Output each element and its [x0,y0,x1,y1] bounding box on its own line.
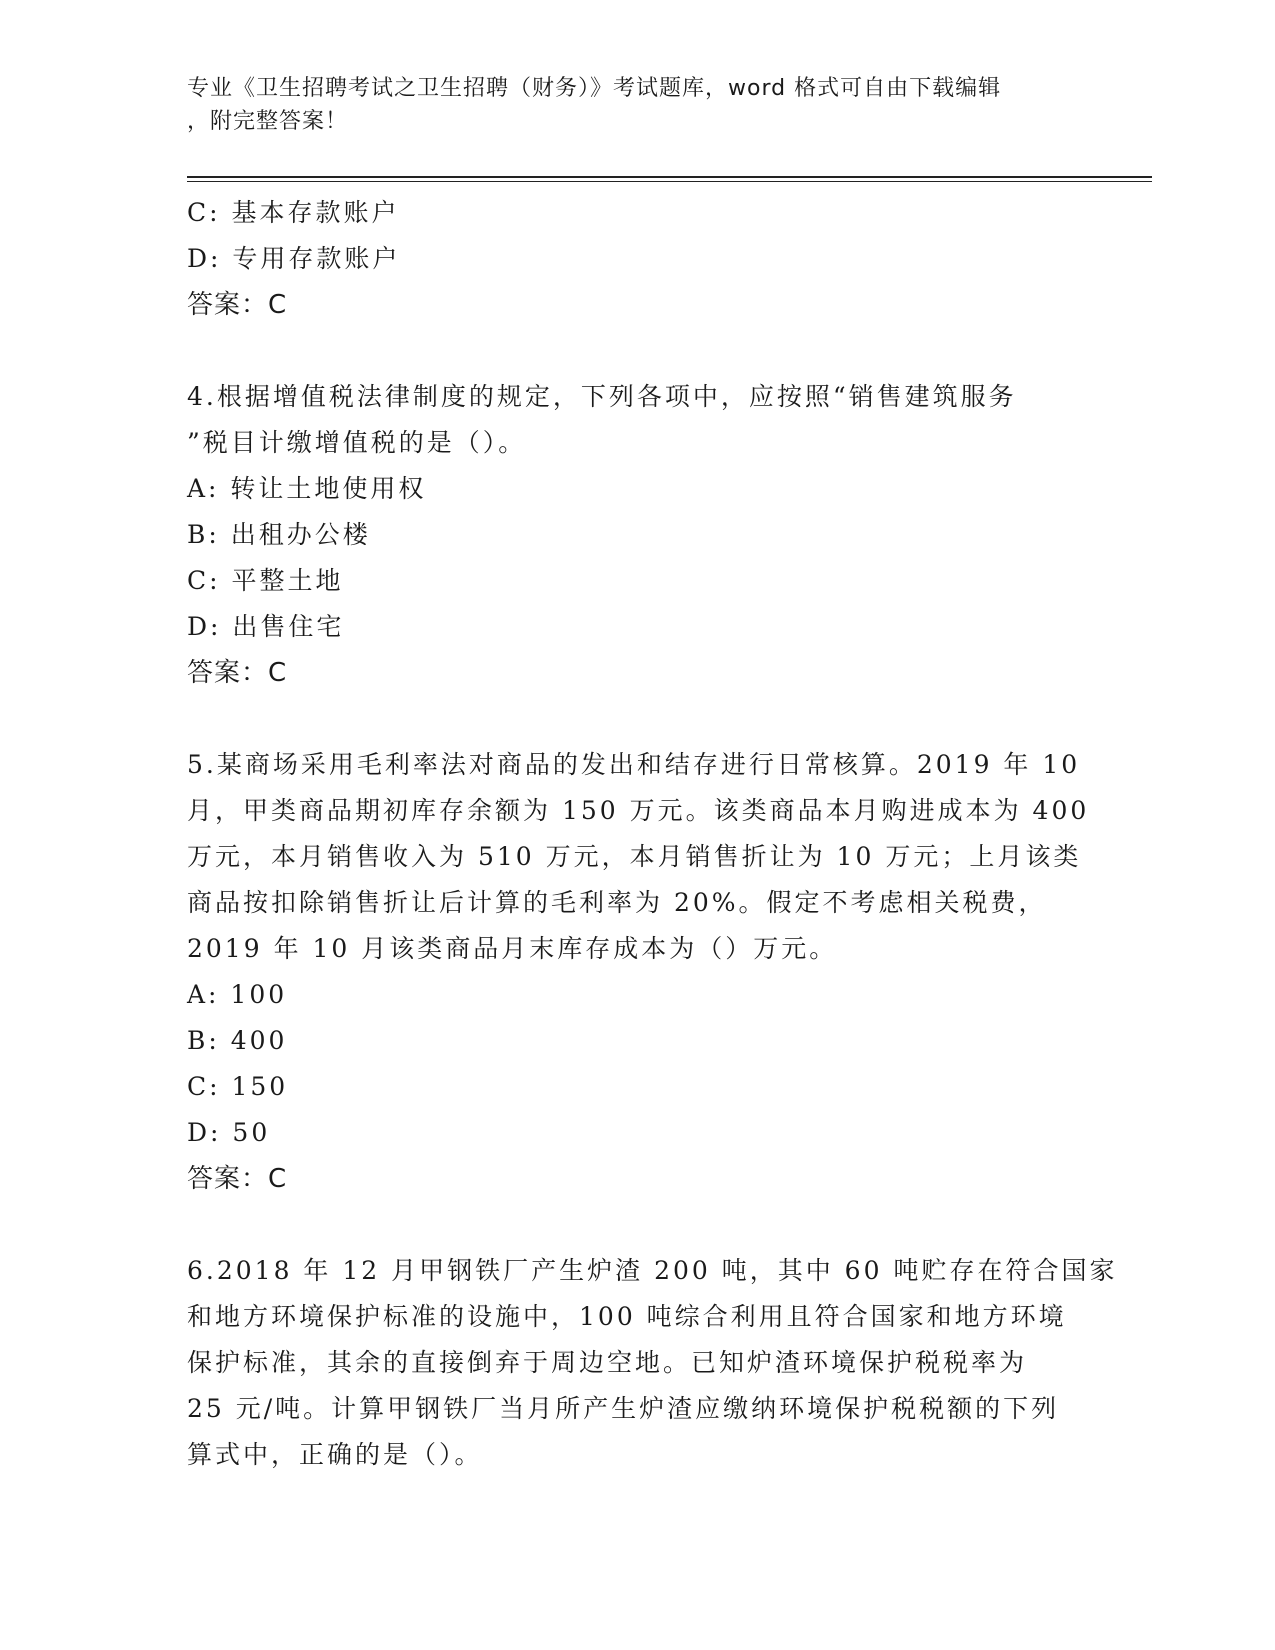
question-3-fragment [187,190,1087,328]
document-body [187,190,1118,1478]
question-text-line: 2019 年 10 月该类商品月末库存成本为（）万元。 [187,934,838,963]
spacer [187,328,1087,374]
option-d: D: 出售住宅 [187,612,345,641]
question-text-line: 月，甲类商品期初库存余额为 150 万元。该类商品本月购进成本为 400 [187,796,1090,825]
header-divider-thick [187,176,1152,178]
question-5 [187,742,1090,1202]
answer: 答案：C [187,290,288,320]
answer: 答案：C [187,658,288,688]
question-6 [187,1248,1118,1478]
answer: 答案：C [187,1164,288,1194]
header-line-1: 专业《卫生招聘考试之卫生招聘（财务）》考试题库，word 格式可自由下载编辑 [187,76,1002,101]
spacer [187,1202,1087,1248]
option-c: C: 基本存款账户 [187,198,400,227]
option-b: B: 出租办公楼 [187,520,371,549]
option-a: A: 转让土地使用权 [187,474,427,503]
option-b: B: 400 [187,1026,288,1055]
question-text-line: 4.根据增值税法律制度的规定，下列各项中，应按照“销售建筑服务 [187,382,1017,411]
option-c: C: 150 [187,1072,289,1101]
header-line-2: ，附完整答案！ [187,109,349,134]
option-a: A: 100 [187,980,288,1009]
question-text-line: 25 元/吨。计算甲钢铁厂当月所产生炉渣应缴纳环境保护税税额的下列 [187,1394,1060,1423]
question-text-line: 6.2018 年 12 月甲钢铁厂产生炉渣 200 吨，其中 60 吨贮存在符合国家 [187,1256,1118,1285]
question-text-line: 5.某商场采用毛利率法对商品的发出和结存进行日常核算。2019 年 10 [187,750,1081,779]
question-text-line: 万元，本月销售收入为 510 万元，本月销售折让为 10 万元；上月该类 [187,842,1082,871]
question-text-line: 和地方环境保护标准的设施中，100 吨综合利用且符合国家和地方环境 [187,1302,1067,1331]
question-text-line: 保护标准，其余的直接倒弃于周边空地。已知炉渣环境保护税税率为 [187,1348,1028,1377]
document-header [187,72,1067,138]
header-divider-thin [187,181,1152,182]
question-text-line: ”税目计缴增值税的是（）。 [187,428,527,457]
option-d: D: 专用存款账户 [187,244,401,273]
spacer [187,696,1087,742]
question-text-line: 算式中，正确的是（）。 [187,1440,483,1469]
option-c: C: 平整土地 [187,566,344,595]
question-text-line: 商品按扣除销售折让后计算的毛利率为 20%。假定不考虑相关税费， [187,888,1047,917]
option-d: D: 50 [187,1118,271,1147]
question-4 [187,374,1087,696]
